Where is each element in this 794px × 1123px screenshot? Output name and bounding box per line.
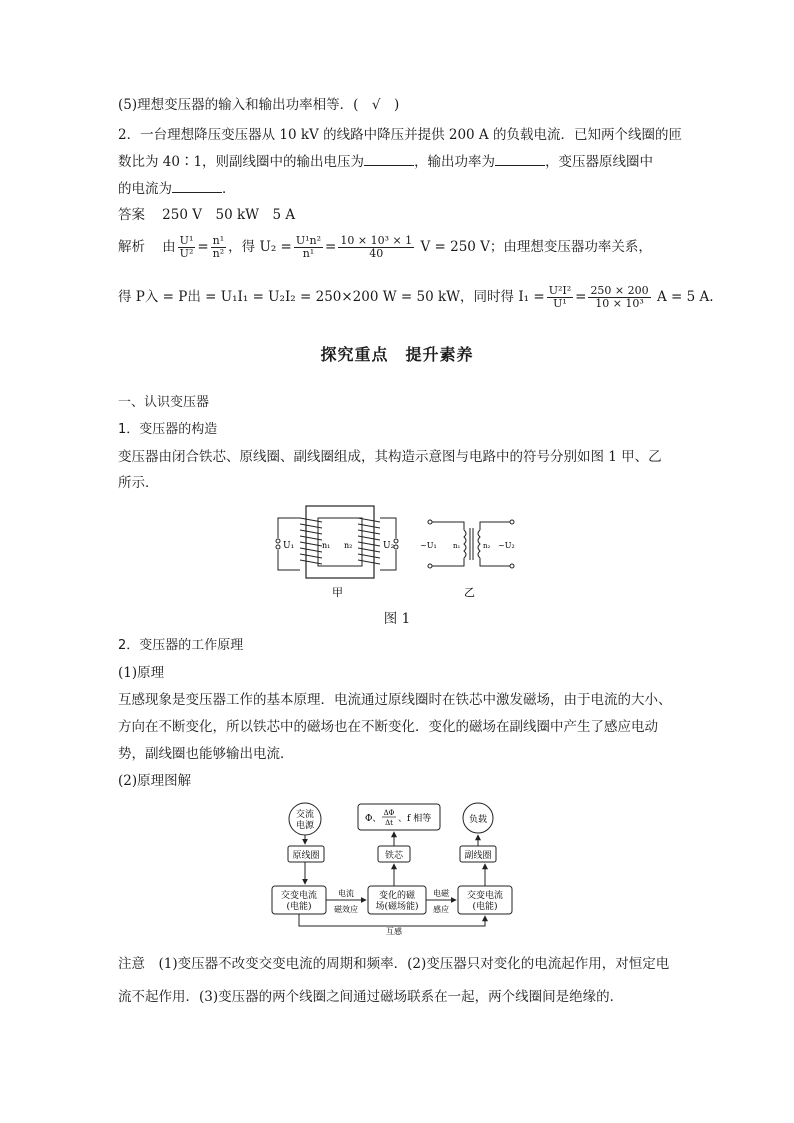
- sym-label-u2: ~U₂: [498, 541, 515, 550]
- secondary-coil: [358, 518, 380, 564]
- principle-diagram: [268, 800, 528, 936]
- equals: =: [197, 239, 209, 255]
- q2-text-b: ，输出功率为: [414, 154, 496, 170]
- phi-label-num: ΔΦ: [383, 809, 395, 817]
- fraction-u1-u2: [178, 235, 196, 260]
- note-line-1: 注意 (1)变压器不改变交变电流的周期和频率．(2)变压器只对变化的电流起作用，对恒定电: [118, 956, 670, 972]
- box3-line-1: 交变电流: [466, 891, 504, 901]
- symbol-terminal: [428, 520, 432, 524]
- label-yi: 乙: [464, 586, 475, 599]
- structure-paragraph-line-2: 所示．: [118, 475, 159, 491]
- principle-line-2: 方向在不断变化，所以铁芯中的磁场也在不断变化．变化的磁场在副线圈中产生了感应电动: [118, 719, 658, 735]
- frac-num: U²I²: [548, 284, 572, 297]
- section-1-heading: 一、认识变压器: [118, 395, 210, 410]
- fraction-n1-n2: [211, 235, 227, 260]
- question-5: (5)理想变压器的输入和输出功率相等．( √ ): [118, 97, 400, 113]
- note-line-2: 流不起作用．(3)变压器的两个线圈之间通过磁场联系在一起，两个线圈间是绝缘的．: [118, 989, 624, 1005]
- question-2-line-3: [118, 180, 678, 198]
- core-label: 铁芯: [384, 851, 404, 861]
- answer-values: 250 V 50 kW 5 A: [162, 207, 296, 223]
- question-2-line-1: 2．一台理想降压变压器从 10 kV 的线路中降压并提供 200 A 的负载电流．已知两个线圈的匝: [118, 127, 682, 143]
- principle-line-1: 互感现象是变压器工作的基本原理．电流通过原线圈时在铁芯中激发磁场，由于电流的大小、: [118, 692, 672, 708]
- answer-label: 答案: [118, 207, 145, 223]
- principle-line-3: 势，副线圈也能够输出电流．: [118, 746, 294, 762]
- fraction-value-2: [588, 285, 650, 310]
- secondary-terminal: [394, 539, 398, 543]
- analysis-text: ，得 U₂ =: [228, 239, 292, 255]
- equals: =: [325, 239, 337, 255]
- secondary-terminal: [394, 545, 398, 549]
- section-title: 探究重点 提升素养: [320, 345, 474, 364]
- ac-source-label-1: 交流: [295, 810, 315, 820]
- phi-label-den: Δt: [385, 819, 393, 827]
- symbol-terminal: [428, 564, 432, 568]
- question-2-line-2: [118, 153, 678, 171]
- fraction-value-1: [338, 235, 414, 260]
- frac-den: n²: [212, 247, 225, 260]
- q2-text-c: ，变压器原线圈中: [545, 154, 654, 170]
- diagram-title: (2)原理图解: [118, 773, 192, 789]
- box2-line-2: 场(磁场能): [375, 902, 419, 912]
- frac-num: n¹: [212, 234, 225, 247]
- frac-den: U¹: [553, 297, 567, 310]
- primary-coil-label: 原线圈: [292, 851, 320, 861]
- frac-den: 10 × 10³: [595, 297, 644, 310]
- box2-line-1: 变化的磁: [378, 891, 416, 901]
- sym-label-n2: n₂: [483, 542, 491, 550]
- frac-num: 250 × 200: [590, 284, 649, 297]
- analysis-text: V = 250 V；由理想变压器功率关系，: [420, 239, 652, 255]
- equals: =: [575, 289, 587, 305]
- arrow2-top-label: 电磁: [433, 889, 449, 898]
- box1-line-2: (电能): [286, 902, 312, 912]
- box1-line-1: 交变电流: [280, 891, 318, 901]
- analysis-line-1: [118, 232, 678, 262]
- analysis-text: A = 5 A.: [656, 289, 714, 305]
- answer-line: [118, 206, 678, 224]
- frac-den: 40: [369, 247, 384, 260]
- analysis-text: 得 P入 = P出 = U₁I₁ = U₂I₂ = 250×200 W = 50 kW，同时得 I₁ =: [118, 289, 545, 305]
- phi-label-a: Φ、: [365, 814, 382, 824]
- label-u2: U₂: [383, 541, 395, 551]
- label-jia: 甲: [332, 586, 343, 599]
- frac-den: U²: [179, 247, 194, 260]
- mutual-induction-label: 互感: [386, 927, 402, 936]
- secondary-coil-label: 副线圈: [464, 851, 492, 861]
- label-u1: U₁: [283, 541, 295, 551]
- primary-terminal: [276, 545, 280, 549]
- principle-title: (1)原理: [118, 665, 165, 681]
- analysis-label: 解析: [118, 239, 145, 255]
- frac-num: U¹: [179, 234, 194, 247]
- answer-blank-power: [495, 153, 545, 166]
- load-label: 负载: [468, 815, 488, 825]
- frac-num: 10 × 10³ × 1: [340, 234, 413, 247]
- label-n2: n₂: [344, 541, 353, 550]
- ac-source-label-2: 电源: [295, 821, 315, 831]
- answer-blank-voltage: [364, 153, 414, 166]
- answer-blank-current: [172, 180, 222, 193]
- sym-label-u1: ~U₁: [420, 541, 437, 550]
- iron-core-outer: [306, 506, 374, 578]
- subheading-structure: 1．变压器的构造: [118, 422, 218, 437]
- frac-num: U¹n²: [295, 234, 322, 247]
- sym-label-n1: n₁: [453, 542, 461, 550]
- label-n1: n₁: [322, 541, 331, 550]
- symbol-terminal: [510, 520, 514, 524]
- primary-coil: [300, 518, 322, 564]
- arrow1-bottom-label: 磁效应: [334, 905, 358, 914]
- arrow1-top-label: 电流: [338, 889, 354, 898]
- frac-den: n¹: [302, 247, 315, 260]
- structure-paragraph-line-1: 变压器由闭合铁芯、原线圈、副线圈组成，其构造示意图与电路中的符号分别如图 1 甲、乙: [118, 449, 662, 465]
- q2-text-d: 的电流为: [118, 181, 172, 197]
- phi-label-b: 、f 相等: [398, 814, 432, 824]
- analysis-text: 由: [162, 239, 176, 255]
- figure-1-caption: 图 1: [383, 611, 411, 627]
- fraction-u1n2-n1: [294, 235, 323, 260]
- q2-text-e: ．: [222, 181, 236, 197]
- q2-text-a: 数比为 40∶1，则副线圈中的输出电压为: [118, 154, 365, 170]
- primary-terminal: [276, 539, 280, 543]
- analysis-line-2: [118, 282, 714, 312]
- fraction-u2i2-u1: [547, 285, 573, 310]
- arrow2-bottom-label: 感应: [433, 905, 449, 914]
- subheading-principle: 2．变压器的工作原理: [118, 638, 244, 653]
- box3-line-2: (电能): [472, 902, 498, 912]
- symbol-terminal: [510, 564, 514, 568]
